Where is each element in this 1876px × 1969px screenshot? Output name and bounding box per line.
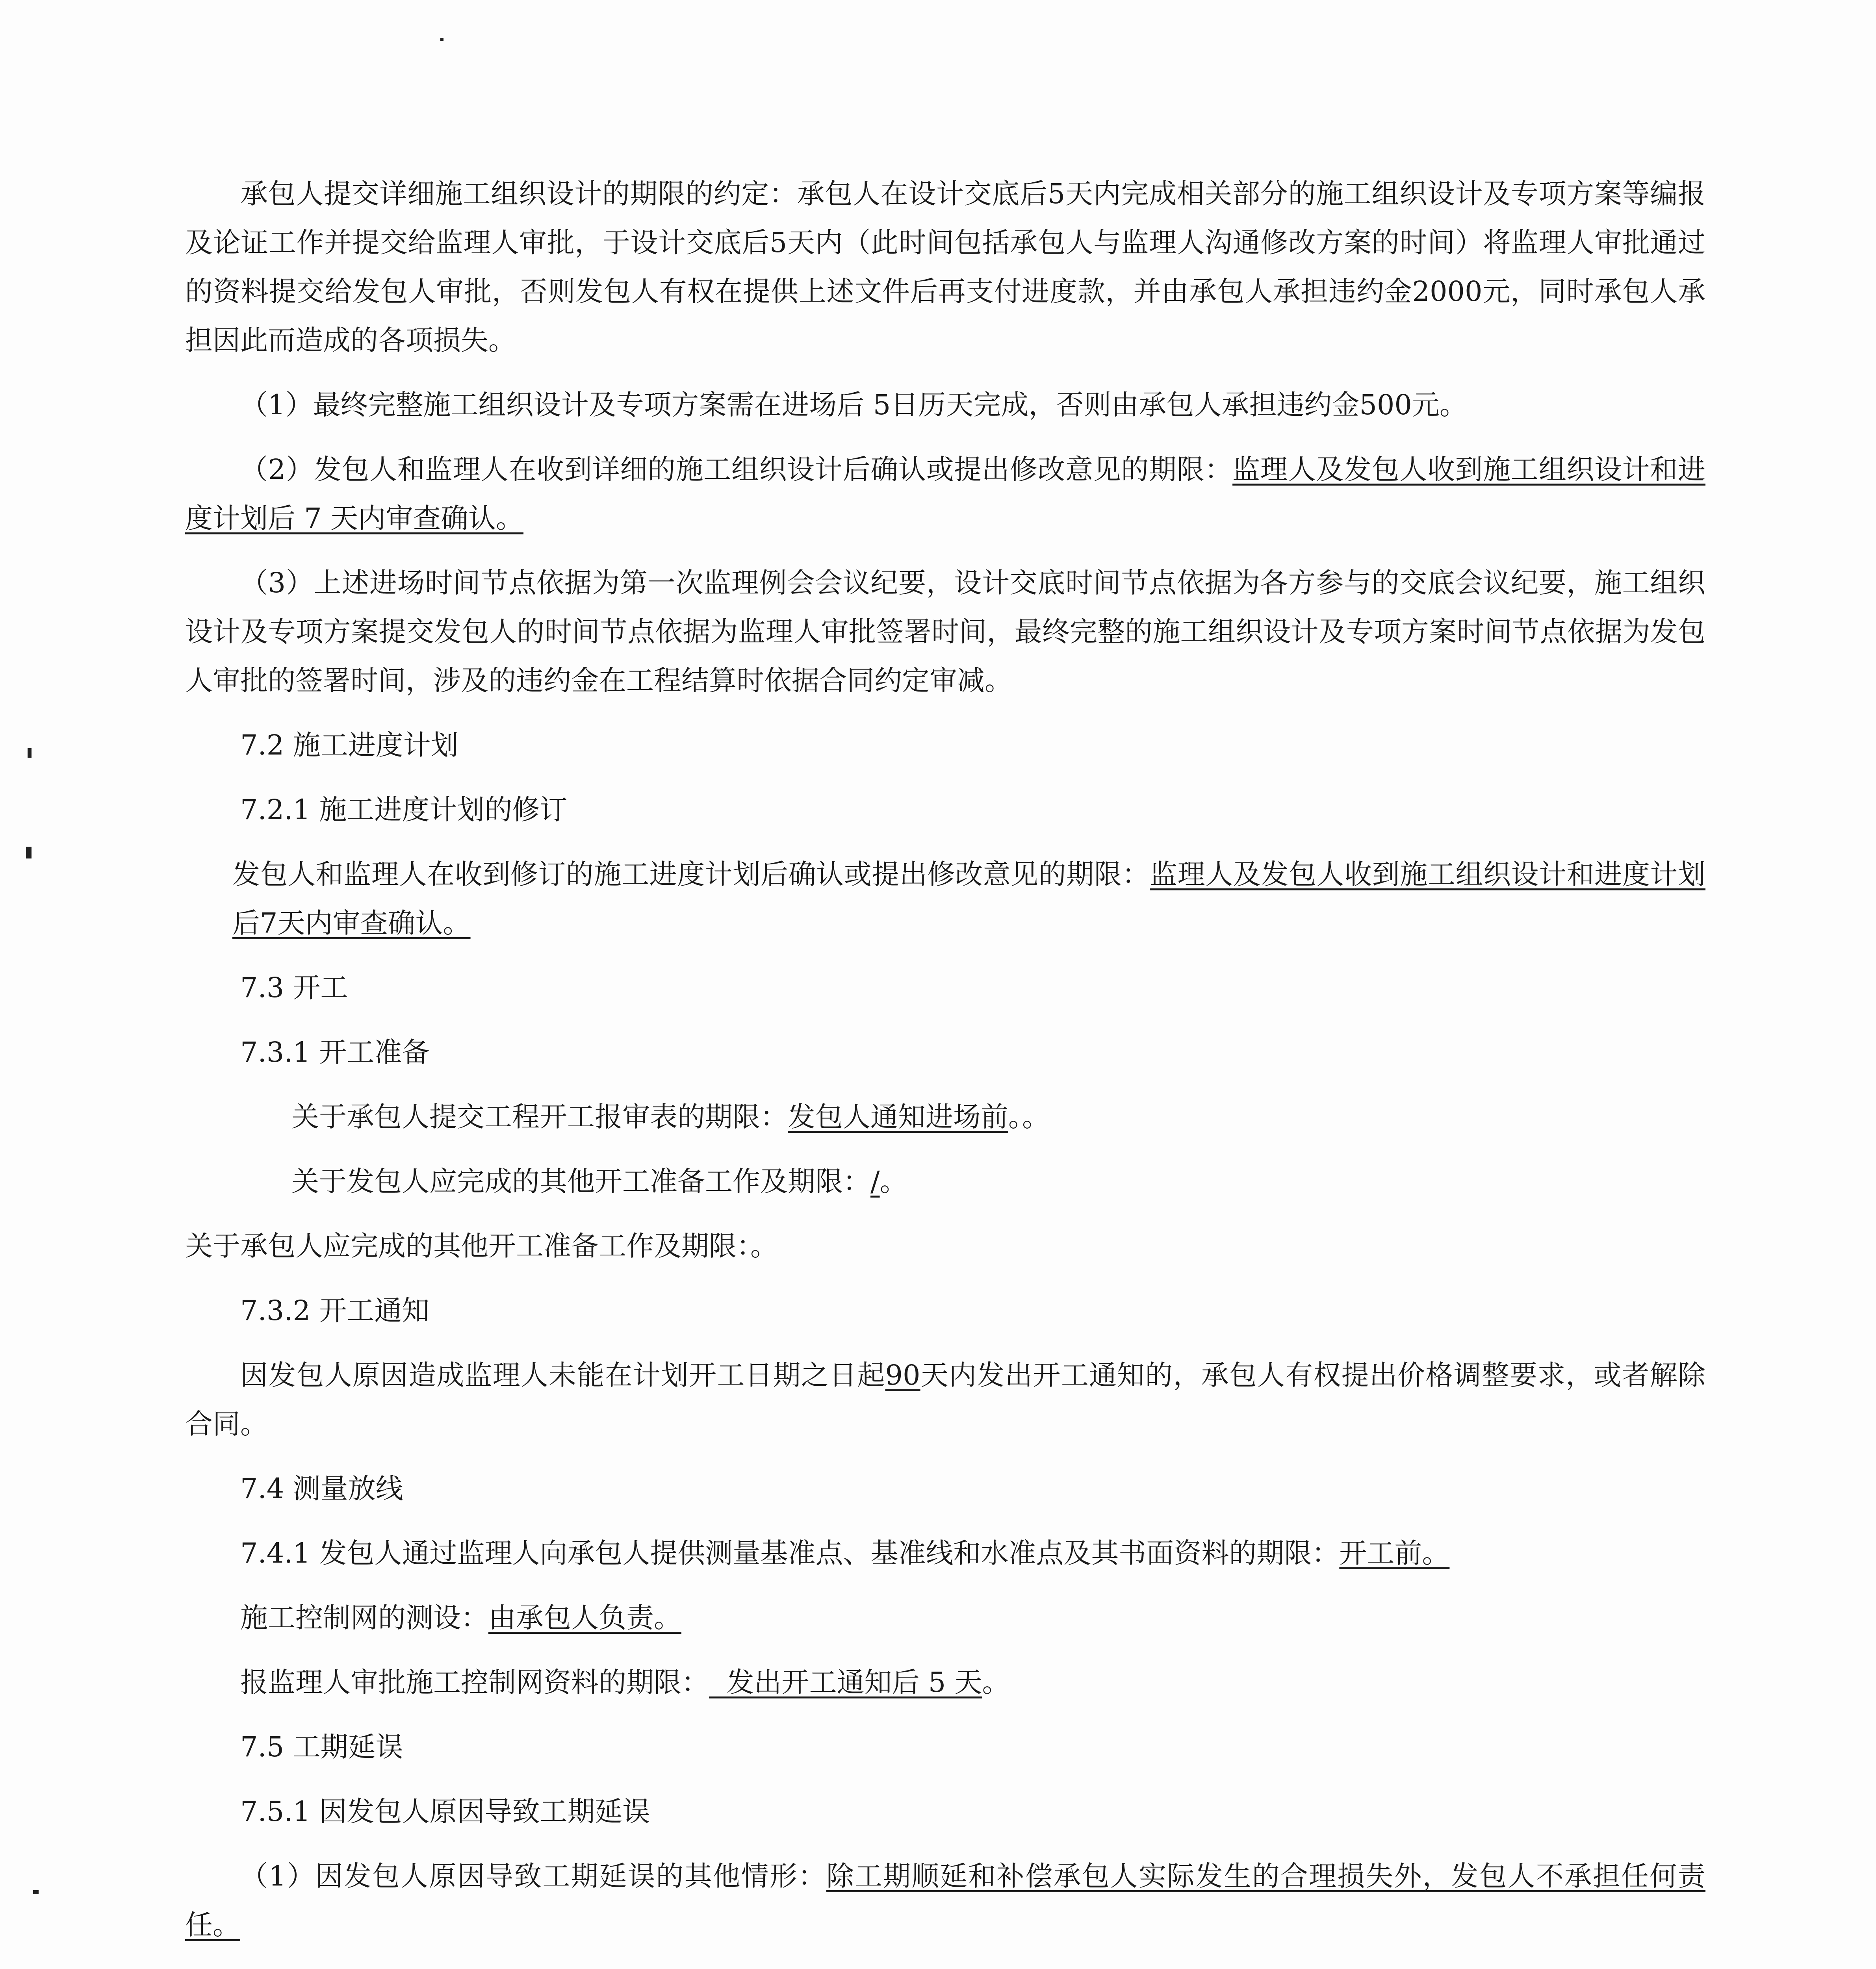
filled-value: 除工期顺延和补偿承包人实际发生的合理损失外，发包人不承担任何责任。: [185, 1860, 1705, 1941]
clause-text: 发包人和监理人在收到修订的施工进度计划后确认或提出修改意见的期限：: [232, 858, 1150, 890]
section-heading-7-5-2: [185, 1965, 1705, 1969]
filled-value: /: [870, 1165, 880, 1198]
section-heading-7-5-1: 7.5.1 因发包人原因导致工期延误: [240, 1795, 650, 1828]
scan-speck: [33, 1890, 39, 1894]
clause-tail: 。。: [1008, 1101, 1050, 1133]
clause-text: 天内发出开工通知的，承包人有权提出价格调整要求，或者解除合同。: [185, 1359, 1706, 1440]
paragraph-schedule-revision: [185, 850, 1705, 947]
filled-value: 监理人及发包人收到施工组织设计和进度计划后 7 天内审查确认。: [185, 453, 1705, 534]
filled-value: 发包人通知进场前: [788, 1101, 1008, 1133]
paragraph-contractor-preparation: 关于承包人应完成的其他开工准备工作及期限：。: [185, 1230, 778, 1262]
paragraph-construction-design-deadline: 承包人提交详细施工组织设计的期限的约定：承包人在设计交底后5天内完成相关部分的施工组织设计及专项方案等编报及论证工作并提交给监理人审批，于设计交底后5天内（此时间包括承包人与监理人沟通修改方案的时间）将监理人审批通过的资料提交给发包人审批，否则发包人有权在提供上述文件后再支付进度款，并由承包人承担违约金2000元，同时承包人承担因此而造成的各项损失。: [185, 178, 1705, 356]
section-heading-7-2: 7.2 施工进度计划: [240, 729, 458, 761]
clause-tail: 。: [880, 1165, 907, 1198]
clause-tail: 。: [982, 1666, 1010, 1698]
scan-speck: [440, 38, 443, 41]
clause-text: 关于承包人提交工程开工报审表的期限：: [291, 1101, 788, 1133]
paragraph-control-network: [185, 1593, 1705, 1642]
paragraph-item-3-timing-basis: （3）上述进场时间节点依据为第一次监理例会会议纪要，设计交底时间节点依据为各方参与的交底会议纪要，施工组织设计及专项方案提交发包人的时间节点依据为监理人审批签署时间，最终完整的施工组织设计及专项方案时间节点依据为发包人审批的签署时间，涉及的违约金在工程结算时依据合同约定审减。: [185, 567, 1705, 697]
clause-text: 因发包人原因造成监理人未能在计划开工日期之日起: [240, 1359, 885, 1391]
paragraph-employer-delay: [185, 1852, 1705, 1949]
clause-text: 报监理人审批施工控制网资料的期限：: [240, 1666, 709, 1698]
clause-text: （1）因发包人原因导致工期延误的其他情形：: [240, 1860, 826, 1892]
scan-speck: [26, 847, 32, 858]
paragraph-employer-preparation: [185, 1157, 1705, 1206]
clause-text: 7.4.1 发包人通过监理人向承包人提供测量基准点、基准线和水准点及其书面资料的期限：: [240, 1537, 1340, 1569]
document-body: [185, 169, 1705, 1969]
filled-value: 由承包人负责。: [488, 1602, 681, 1634]
section-heading-7-4: 7.4 测量放线: [240, 1472, 403, 1505]
section-heading-7-5: 7.5 工期延误: [240, 1731, 403, 1763]
filled-value: 开工前。: [1339, 1537, 1450, 1569]
section-heading-7-3-2: 7.3.2 开工通知: [240, 1294, 430, 1327]
paragraph-commencement-report: [185, 1092, 1705, 1141]
clause-text: （2）发包人和监理人在收到详细的施工组织设计后确认或提出修改意见的期限：: [240, 453, 1233, 486]
filled-value: 监理人及发包人收到施工组织设计和进度计划后7天内审查确认。: [232, 858, 1706, 939]
filled-value: 发出开工通知后 5 天: [709, 1666, 982, 1698]
paragraph-survey-data-deadline: [185, 1529, 1705, 1578]
paragraph-commencement-notice: [185, 1351, 1705, 1448]
paragraph-control-network-approval: [185, 1658, 1705, 1707]
section-heading-7-3-1: 7.3.1 开工准备: [240, 1036, 430, 1068]
paragraph-item-1-final-design: （1）最终完整施工组织设计及专项方案需在进场后 5日历天完成，否则由承包人承担违约金500元。: [240, 389, 1467, 421]
filled-value: 90: [885, 1359, 920, 1391]
paragraph-item-2-review-period: [185, 445, 1705, 543]
section-heading-7-3: 7.3 开工: [240, 972, 348, 1004]
clause-text: 关于发包人应完成的其他开工准备工作及期限：: [291, 1165, 870, 1198]
section-heading-7-2-1: 7.2.1 施工进度计划的修订: [240, 794, 568, 826]
clause-text: 施工控制网的测设：: [240, 1602, 488, 1634]
scan-speck: [28, 748, 32, 758]
